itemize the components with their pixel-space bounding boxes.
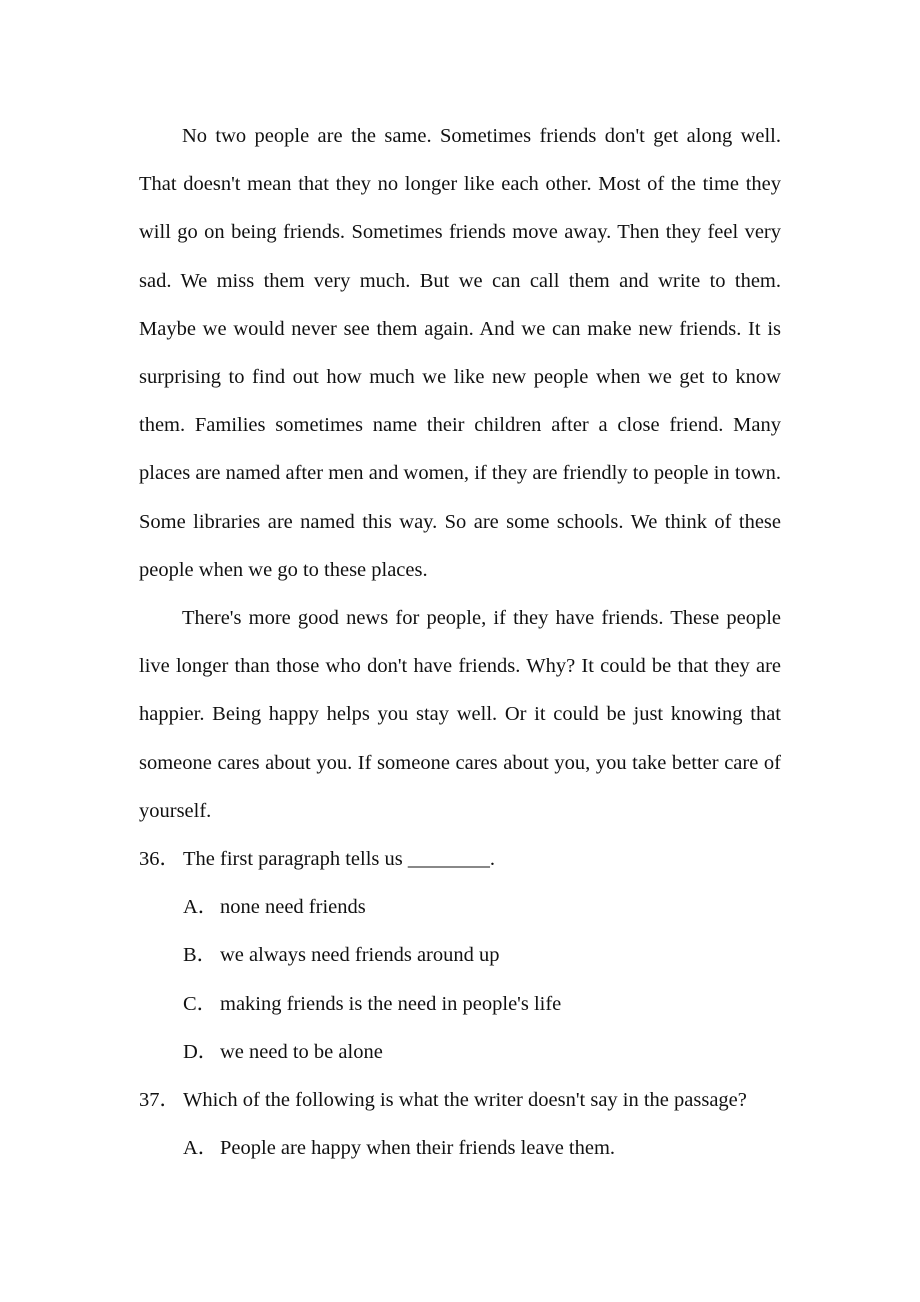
question-number: 36． — [139, 848, 180, 871]
option-text: making friends is the need in people's life — [220, 992, 562, 1015]
question-37-option-a — [139, 1124, 781, 1172]
question-36-option-c — [139, 980, 781, 1028]
option-text: we always need friends around up — [220, 944, 500, 967]
option-letter: D． — [183, 1040, 219, 1063]
option-letter: C． — [183, 992, 218, 1015]
option-text: we need to be alone — [220, 1040, 383, 1063]
option-letter: B． — [183, 944, 218, 967]
option-text: none need friends — [220, 896, 366, 919]
question-number: 37． — [139, 1089, 180, 1112]
question-37 — [139, 1076, 781, 1124]
passage-paragraph-2: There's more good news for people, if they have friends. These people live longer than those who don't have friends. Why? It could be that they are happier. Being happy helps you stay well. Or it could be just knowing that someone cares about you. If someone cares about you, you take better care of yourself. — [139, 607, 781, 822]
question-36 — [139, 835, 781, 883]
question-36-option-d — [139, 1028, 781, 1076]
question-36-option-a — [139, 883, 781, 931]
question-text: The first paragraph tells us ________. — [183, 848, 495, 871]
question-36-option-b — [139, 931, 781, 979]
document-body — [139, 112, 781, 1172]
option-text: People are happy when their friends leave them. — [220, 1137, 616, 1160]
option-letter: A． — [183, 1137, 219, 1160]
option-letter: A． — [183, 896, 219, 919]
passage-paragraph-1: No two people are the same. Sometimes friends don't get along well. That doesn't mean that they no longer like each other. Most of the time they will go on being friends. Sometimes friends move away. Then they feel very sad. We miss them very much. But we can call them and write to them. Maybe we would never see them again. And we can make new friends. It is surprising to find out how much we like new people when we get to know them. Families sometimes name their children after a close friend. Many places are named after men and women, if they are friendly to people in town. Some libraries are named this way. So are some schools. We think of these people when we go to these places. — [139, 125, 781, 581]
question-text: Which of the following is what the writer doesn't say in the passage? — [183, 1089, 747, 1112]
